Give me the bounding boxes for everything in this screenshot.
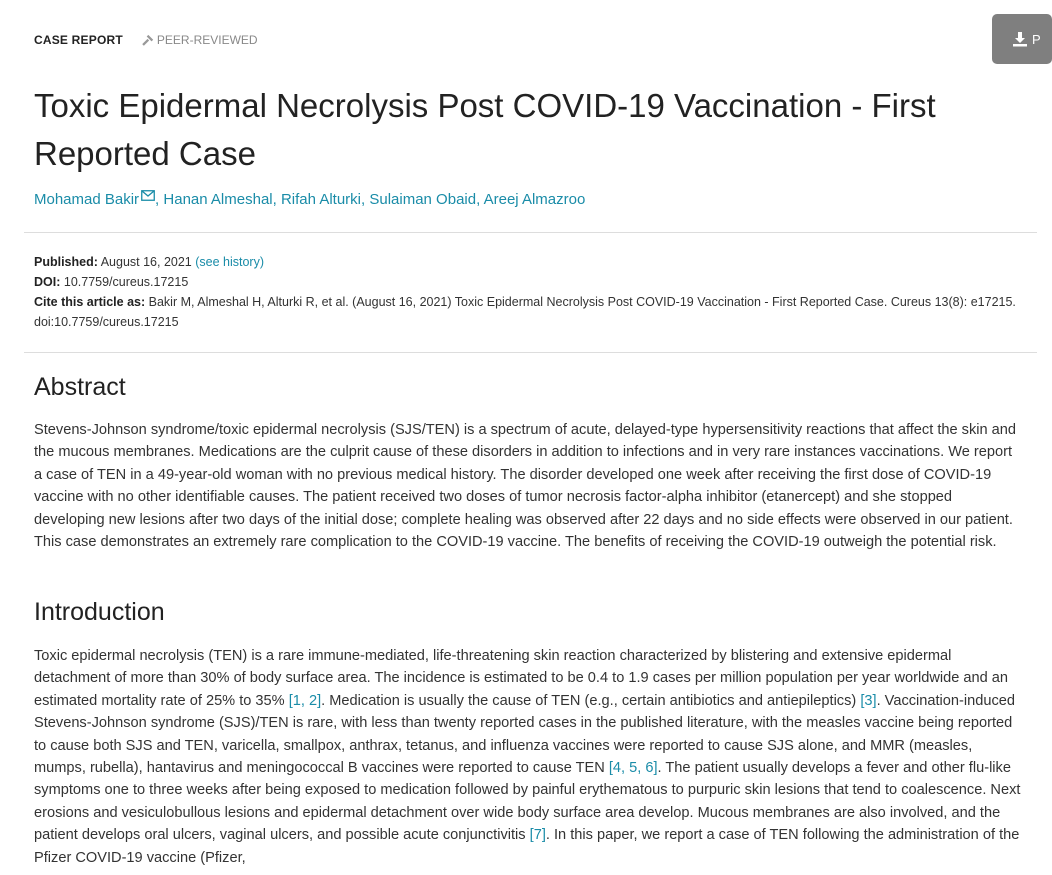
cite-label: Cite this article as: [34,295,146,309]
peer-reviewed-badge [141,33,258,47]
see-history-link[interactable]: (see history) [195,255,265,269]
author-list [34,191,585,208]
introduction-heading: Introduction [34,598,165,626]
intro-text: . Medication is usually the cause of TEN (e.g., certain antibiotics and antiepileptics) [321,692,861,709]
divider [24,232,1037,233]
citation-text: Bakir M, Almeshal H, Alturki R, et al. (August 16, 2021) Toxic Epidermal Necrolysis Post COVID-19 Vaccination - First Reported Case. Cureus 13(8): e17215. doi:10.7759/cureus.17215 [34,295,1016,329]
doi-label: DOI: [34,275,61,289]
peer-reviewed-label: PEER-REVIEWED [156,33,258,47]
intro-text: . The patient usually develops a fever and other flu-like symptoms one to three weeks after being exposed to medication followed by painful erythematous to purpuric skin lesions that tend to coalescence. Next erosions and vesiculobullous lesions and epidermal detachment over wide body surface area develop. Mucous membranes are also involved, and the patient develops oral ulcers, vaginal ulcers, and possible acute conjunctivitis [34,760,1021,844]
author-separator: , [272,191,277,208]
reference-link[interactable]: [3] [860,692,877,709]
author-link[interactable]: Sulaiman Obaid [369,191,477,208]
intro-text: Toxic epidermal necrolysis (TEN) is a rare immune-mediated, life-threatening skin reaction characterized by blistering and extensive epidermal detachment of more than 30% of body surface area. The incidence is estimated to be 0.4 to 1.9 cases per million population per year worldwide and an estimated mortality rate of 25% to 35% [34,648,1009,709]
published-date: August 16, 2021 [100,255,192,269]
download-icon [1012,31,1028,47]
published-row [34,252,1019,272]
divider [24,352,1037,353]
intro-text: . In this paper, we report a case of TEN following the administration of the Pfizer COVID-19 vaccine (Pfizer, [34,827,1020,866]
citation-row [34,292,1019,332]
intro-text: . Vaccination-induced Stevens-Johnson syndrome (SJS)/TEN is rare, with less than twenty reported cases in the published literature, with the measles vaccine being reported to cause both SJS and TEN, varicella, smallpox, anthrax, tetanus, and influenza vaccines were reported to cause SJS alone, and MMR (measles, mumps, rubella), hantavirus and meningococcal B vaccines were reported to cause TEN [34,692,1016,777]
download-button-label: P [1032,31,1041,47]
author-link[interactable]: Mohamad Bakir [34,191,140,208]
author-separator: , [361,191,366,208]
article-type-label: CASE REPORT [34,33,123,47]
reference-link[interactable]: [1, 2] [288,692,322,709]
author-link[interactable]: Rifah Alturki [280,191,362,208]
published-label: Published: [34,255,98,269]
publication-info [34,252,1019,332]
author-link[interactable]: Hanan Almeshal [163,191,273,208]
author-link[interactable]: Areej Almazroo [483,191,586,208]
introduction-text [34,645,1024,869]
author-separator: , [155,191,160,208]
gavel-icon [141,34,154,47]
abstract-text: Stevens-Johnson syndrome/toxic epidermal necrolysis (SJS/TEN) is a spectrum of acute, delayed-type hypersensitivity reactions that affect the skin and the mucous membranes. Medications are the culprit cause of these disorders in addition to infections and in very rare instances vaccinations. We report a case of TEN in a 49-year-old woman with no previous medical history. The disorder developed one week after receiving the first dose of COVID-19 vaccine with no other identifiable causes. The patient received two doses of tumor necrosis factor-alpha inhibitor (etanercept) and she stopped developing new lesions after two days of the initial dose; complete healing was observed after 22 days and no side effects were observed in our patient. This case demonstrates an extremely rare complication to the COVID-19 vaccine. The benefits of receiving the COVID-19 outweigh the potential risk. [34,422,1017,551]
article-title: Toxic Epidermal Necrolysis Post COVID-19 Vaccination - First Reported Case [34,87,936,172]
doi-value: 10.7759/cureus.17215 [63,275,189,289]
reference-link[interactable]: [4, 5, 6] [608,760,658,777]
download-pdf-button[interactable] [992,14,1052,64]
article-meta-top [34,33,258,47]
email-icon[interactable] [141,190,155,201]
author-separator: , [476,191,481,208]
doi-row [34,272,1019,292]
abstract-heading: Abstract [34,373,126,401]
reference-link[interactable]: [7] [529,827,546,844]
